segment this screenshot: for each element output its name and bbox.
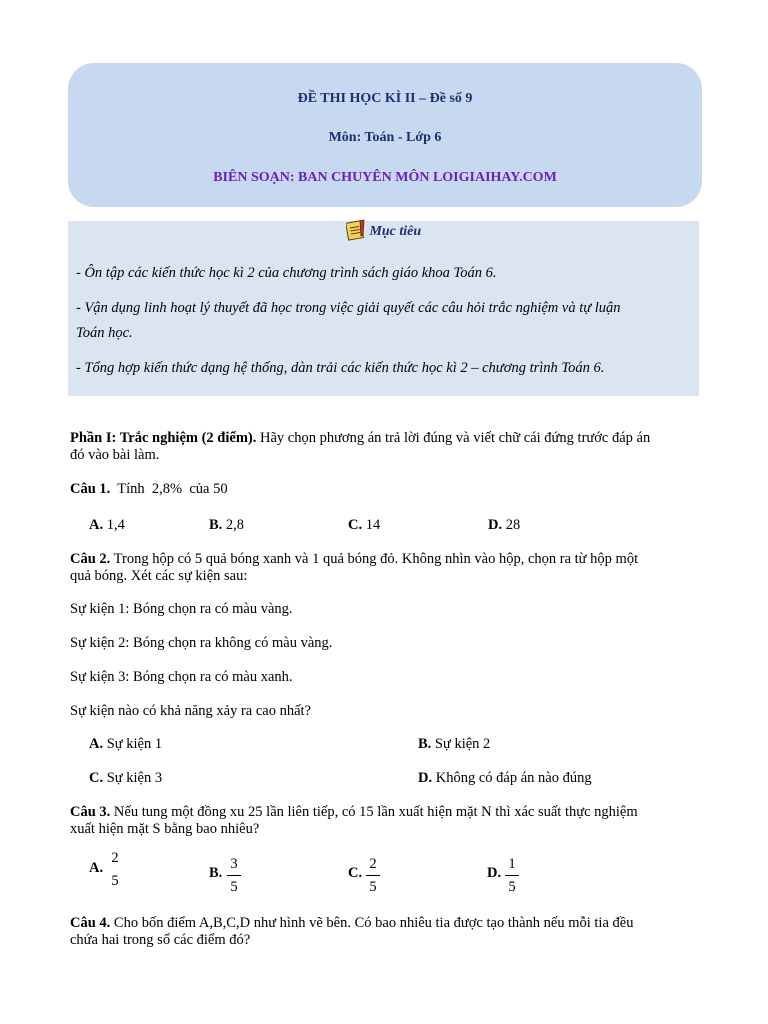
q2-event-1: Sự kiện 1: Bóng chọn ra có màu vàng. [70, 601, 293, 617]
option-value: Sự kiện 1 [103, 736, 163, 752]
exam-subject: Môn: Toán - Lớp 6 [328, 130, 442, 145]
goal-item: - Tổng hợp kiến thức dạng hệ thống, dàn trải các kiến thức học kì 2 – chương trình Toán 6. [76, 360, 605, 376]
question-label: Câu 1. [70, 481, 111, 497]
q1-option-c [348, 517, 380, 534]
fraction-numerator: 2 [369, 856, 377, 872]
fraction-numerator: 1 [508, 856, 516, 872]
goals-box [68, 221, 699, 396]
question-3-cont: xuất hiện mặt S bằng bao nhiêu? [70, 821, 260, 837]
option-value: Không có đáp án nào đúng [432, 770, 592, 786]
part1-heading: Phần I: Trắc nghiệm (2 điểm). [70, 430, 257, 446]
question-text: Nếu tung một đồng xu 25 lần liên tiếp, có 15 lần xuất hiện mặt N thì xác suất thực nghiệm [110, 804, 638, 820]
option-value: Sự kiện 2 [431, 736, 491, 752]
option-key: D. [418, 770, 433, 786]
fraction-denominator: 5 [230, 879, 238, 895]
fraction-denominator: 5 [111, 873, 119, 889]
q3-option-d-key: D. [487, 865, 502, 881]
part1-intro [70, 430, 650, 447]
option-value: 2,8 [222, 517, 245, 533]
q1-option-d [488, 517, 520, 534]
part1-instruction-cont: đó vào bài làm. [70, 447, 160, 463]
q3-option-b-fraction [227, 856, 241, 896]
question-text: Cho bốn điểm A,B,C,D như hình vẽ bên. Có bao nhiêu tia được tạo thành nếu mỗi tia đều [110, 915, 634, 931]
option-key: D. [488, 517, 503, 533]
fraction-bar [366, 875, 380, 876]
question-1 [70, 481, 228, 498]
option-value: Sự kiện 3 [103, 770, 163, 786]
question-4 [70, 915, 633, 932]
question-2 [70, 551, 638, 568]
q2-event-3: Sự kiện 3: Bóng chọn ra có màu xanh. [70, 669, 293, 685]
part1-instruction: Hãy chọn phương án trả lời đúng và viết chữ cái đứng trước đáp án [256, 430, 651, 446]
option-key: B. [209, 517, 223, 533]
option-key: C. [89, 770, 104, 786]
goals-title-row [68, 221, 699, 255]
q2-option-b [418, 736, 490, 753]
option-key: A. [89, 517, 104, 533]
q3-option-b-key: B. [209, 865, 223, 881]
option-value: 14 [362, 517, 381, 533]
question-text: Trong hộp có 5 quả bóng xanh và 1 quả bóng đỏ. Không nhìn vào hộp, chọn ra từ hộp một [110, 551, 639, 567]
question-2-cont: quả bóng. Xét các sự kiện sau: [70, 568, 248, 584]
q2-option-c [89, 770, 162, 787]
option-key: C. [348, 517, 363, 533]
question-label: Câu 2. [70, 551, 111, 567]
q3-option-c-fraction [366, 856, 380, 896]
option-value: 1,4 [103, 517, 125, 533]
notepad-icon [346, 219, 366, 241]
fraction-denominator: 5 [369, 879, 377, 895]
fraction-numerator: 3 [230, 856, 238, 872]
fraction-numerator: 2 [111, 850, 119, 866]
question-text: Tính 2,8% của 50 [110, 481, 228, 497]
goal-item-continued: Toán học. [76, 325, 133, 341]
goal-item: - Vận dụng linh hoạt lý thuyết đã học trong việc giải quyết các câu hỏi trắc nghiệm và tự luận [76, 300, 621, 316]
q3-option-d-fraction [505, 856, 519, 896]
exam-header [68, 63, 702, 207]
option-key: B. [418, 736, 432, 752]
question-3 [70, 804, 638, 821]
fraction-denominator: 5 [508, 879, 516, 895]
option-value: 28 [502, 517, 521, 533]
goal-item: - Ôn tập các kiến thức học kì 2 của chương trình sách giáo khoa Toán 6. [76, 265, 497, 281]
q2-prompt: Sự kiện nào có khả năng xảy ra cao nhất? [70, 703, 311, 719]
q2-option-d [418, 770, 592, 787]
q2-option-a [89, 736, 162, 753]
goals-title: Mục tiêu [369, 224, 422, 239]
fraction-bar [505, 875, 519, 876]
q2-event-2: Sự kiện 2: Bóng chọn ra không có màu vàng. [70, 635, 333, 651]
question-label: Câu 3. [70, 804, 111, 820]
q1-option-a [89, 517, 125, 534]
question-label: Câu 4. [70, 915, 111, 931]
option-key: A. [89, 736, 104, 752]
q1-option-b [209, 517, 244, 534]
exam-author: BIÊN SOẠN: BAN CHUYÊN MÔN LOIGIAIHAY.COM [213, 170, 557, 185]
q3-option-a-fraction [108, 850, 122, 890]
q3-option-a-key: A. [89, 860, 104, 876]
question-4-cont: chứa hai trong số các điểm đó? [70, 932, 251, 948]
fraction-bar [227, 875, 241, 876]
exam-title: ĐỀ THI HỌC KÌ II – Đề số 9 [297, 91, 473, 106]
q3-option-c-key: C. [348, 865, 363, 881]
